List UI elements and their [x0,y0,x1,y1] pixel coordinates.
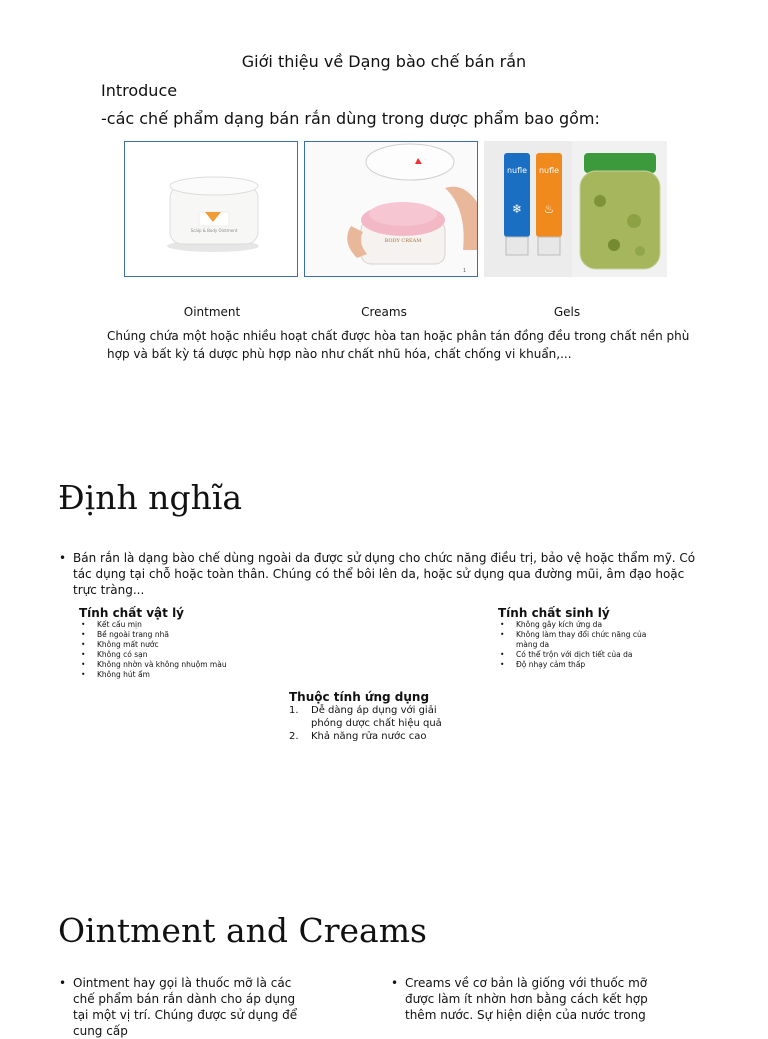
snowflake-icon: ❄ [511,202,523,216]
physical-properties-list [79,620,279,680]
physiological-properties-title: Tính chất sinh lý [498,606,610,620]
list-number: 1. [289,705,299,716]
list-item: • Không gây kích ứng da [498,620,668,630]
list-item: • Độ nhạy cảm thấp [498,660,668,670]
definition-bullet-text: Bán rắn là dạng bào chế dùng ngoài da được sử dụng cho chức năng điều trị, bảo vệ hoặc thẩm mỹ. Có tác dụng tại chỗ hoặc toàn thân. Chúng có thể bôi lên da, hoặc sử dụng qua đường mũi, âm đạo hoặc trực tràng... [73,551,696,597]
bullet-dot: • [59,976,67,990]
gels-image [484,141,667,277]
gel-tube-blue-brand: nufle [506,166,528,175]
physiological-properties-list [498,620,668,670]
ointment-bullet-text: Ointment hay gọi là thuốc mỡ là các chế phẩm bán rắn dành cho áp dụng tại một vị trí. Chúng được sử dụng để cung cấp [73,976,298,1038]
list-item: • Không có sạn [79,650,279,660]
list-item: • Không nhờn và không nhuộm màu [79,660,279,670]
gel-tube-orange-brand: nufle [538,166,560,175]
list-item: • Không mất nước [79,640,279,650]
list-item [289,704,459,730]
ointment-bullet [59,975,314,1039]
intro-description: Chúng chứa một hoặc nhiều hoạt chất được hòa tan hoặc phân tán đồng đều trong chất nền phù hợp và bất kỳ tá dược phù hợp nào như chất nhũ hóa, chất chống vi khuẩn,... [107,329,690,361]
creams-bullet-text: Creams về cơ bản là giống với thuốc mỡ được làm ít nhờn hơn bằng cách kết hợp thêm nước. Sự hiện diện của nước trong [405,976,648,1022]
application-properties-title: Thuộc tính ứng dụng [289,690,430,704]
application-properties [289,690,459,743]
cream-jar-label: BODY CREAM [384,238,422,244]
ointment-jar-illustration [125,142,297,276]
bullet-dot: • [391,976,399,990]
physiological-properties [498,606,668,670]
list-text: Dễ dàng áp dụng với giải phóng dược chất hiệu quả [311,705,442,729]
list-item: • Có thể trộn với dịch tiết của da [498,650,668,660]
definition-heading: Định nghĩa [58,478,243,517]
ointment-jar-label: Scalp & Body Ointment [190,228,238,233]
caption-creams: Creams [361,305,407,319]
ointment-creams-heading: Ointment and Creams [58,911,427,950]
list-item: • Không hút ẩm [79,670,279,680]
list-text: Khả năng rửa nước cao [311,731,427,742]
cream-jar-illustration [305,142,477,276]
creams-image [304,141,478,277]
caption-gels: Gels [553,305,581,319]
physical-properties-title: Tính chất vật lý [79,606,184,620]
intro-title: Giới thiệu về Dạng bào chế bán rắn [241,52,527,71]
creams-bullet [391,975,656,1023]
flame-icon: ♨ [543,202,555,216]
intro-lead: -các chế phẩm dạng bán rắn dùng trong dược phẩm bao gồm: [101,109,600,128]
gels-illustration [484,141,667,277]
application-properties-list [289,704,459,743]
list-item: • Kết cấu mịn [79,620,279,630]
definition-bullet [59,550,699,598]
watermark-digit: 1 [463,268,467,274]
ointment-image [124,141,298,277]
intro-subtitle: Introduce [101,81,178,100]
list-item: • Không làm thay đổi chức năng của màng da [498,630,668,650]
list-item [289,730,459,743]
list-number: 2. [289,731,299,742]
bullet-dot: • [59,551,67,565]
physical-properties [79,606,279,680]
list-item: • Bề ngoài trang nhã [79,630,279,640]
caption-ointment: Ointment [183,305,241,319]
